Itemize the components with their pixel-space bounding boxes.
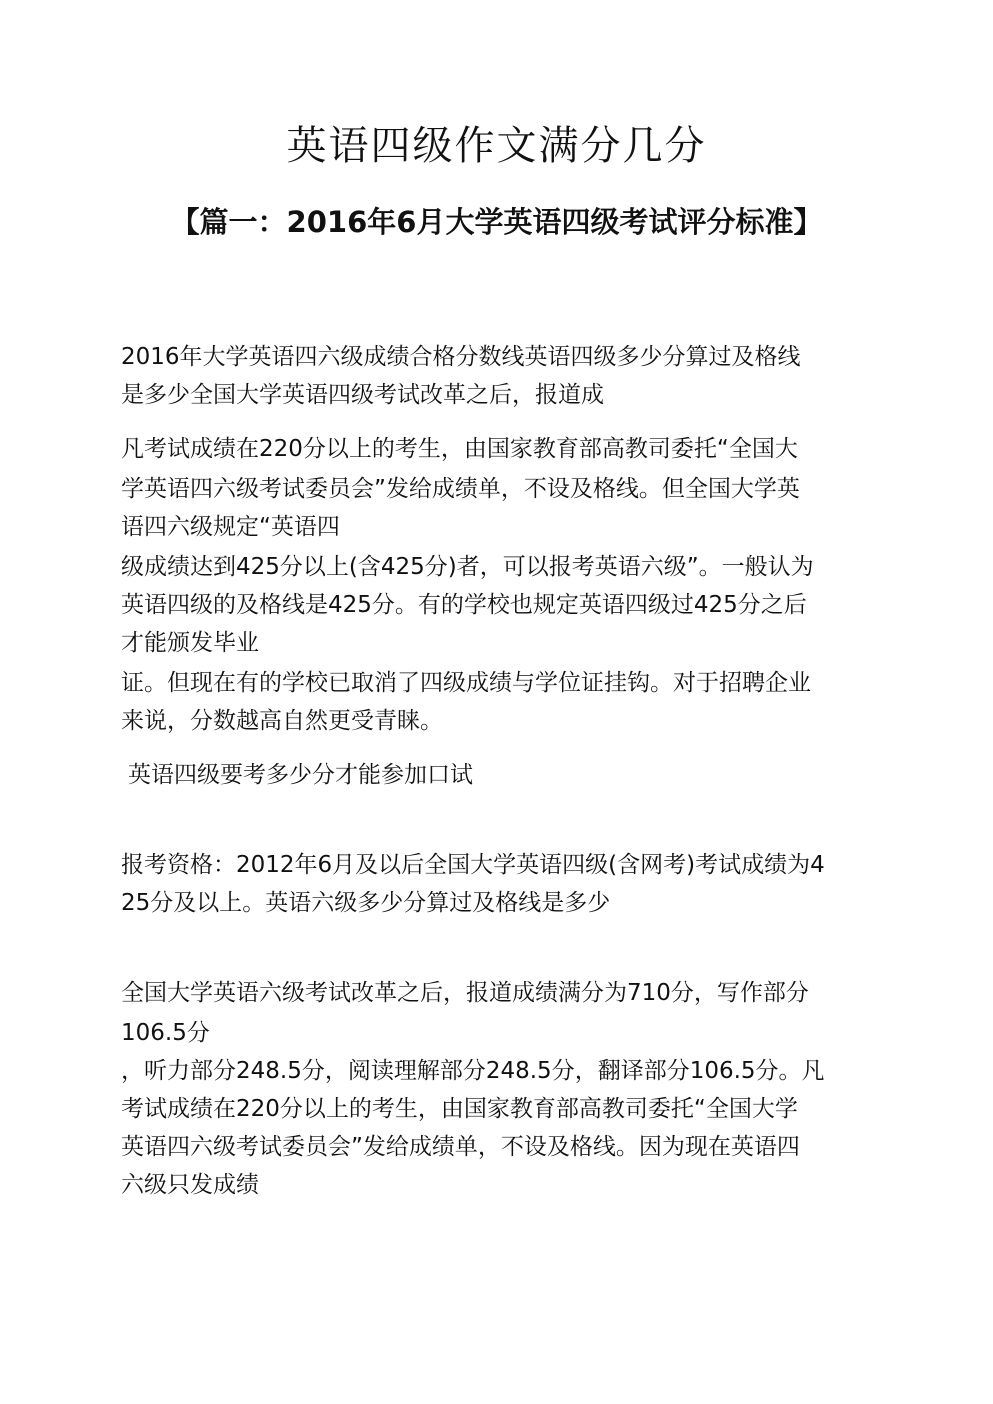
text-line: 英语四级的及格线是425分。有的学校也规定英语四级过425分之后 bbox=[121, 592, 807, 618]
text-line: 106.5分 bbox=[121, 1020, 210, 1046]
text-line: 证。但现在有的学校已取消了四级成绩与学位证挂钩。对于招聘企业 bbox=[121, 670, 811, 696]
text-line: ，听力部分248.5分，阅读理解部分248.5分，翻译部分106.5分。凡 bbox=[121, 1058, 825, 1084]
document-subtitle: 【篇一：2016年6月大学英语四级考试评分标准】 bbox=[170, 205, 823, 239]
text-line: 级成绩达到425分以上(含425分)者，可以报考英语六级”。一般认为 bbox=[121, 554, 814, 580]
text-line: 语四六级规定“英语四 bbox=[121, 514, 340, 540]
text-line: 来说，分数越高自然更受青睐。 bbox=[121, 708, 443, 734]
text-line: 考试成绩在220分以上的考生，由国家教育部高教司委托“全国大学 bbox=[121, 1096, 798, 1122]
text-line: 才能颁发毕业 bbox=[121, 630, 259, 656]
text-line: 2016年大学英语四六级成绩合格分数线英语四级多少分算过及格线 bbox=[121, 344, 801, 370]
text-line: 六级只发成绩 bbox=[121, 1172, 259, 1198]
text-line: 英语四六级考试委员会”发给成绩单，不设及格线。因为现在英语四 bbox=[121, 1134, 800, 1160]
text-line: 报考资格：2012年6月及以后全国大学英语四级(含网考)考试成绩为4 bbox=[121, 852, 825, 878]
text-line: 是多少全国大学英语四级考试改革之后，报道成 bbox=[121, 382, 604, 408]
text-line: 25分及以上。英语六级多少分算过及格线是多少 bbox=[121, 890, 611, 916]
document-title: 英语四级作文满分几分 bbox=[286, 123, 707, 169]
text-line: 凡考试成绩在220分以上的考生，由国家教育部高教司委托“全国大 bbox=[121, 436, 798, 462]
text-line: 学英语四六级考试委员会”发给成绩单，不设及格线。但全国大学英 bbox=[121, 476, 800, 502]
section-heading: 英语四级要考多少分才能参加口试 bbox=[128, 762, 473, 788]
text-line: 全国大学英语六级考试改革之后，报道成绩满分为710分，写作部分 bbox=[121, 980, 809, 1006]
